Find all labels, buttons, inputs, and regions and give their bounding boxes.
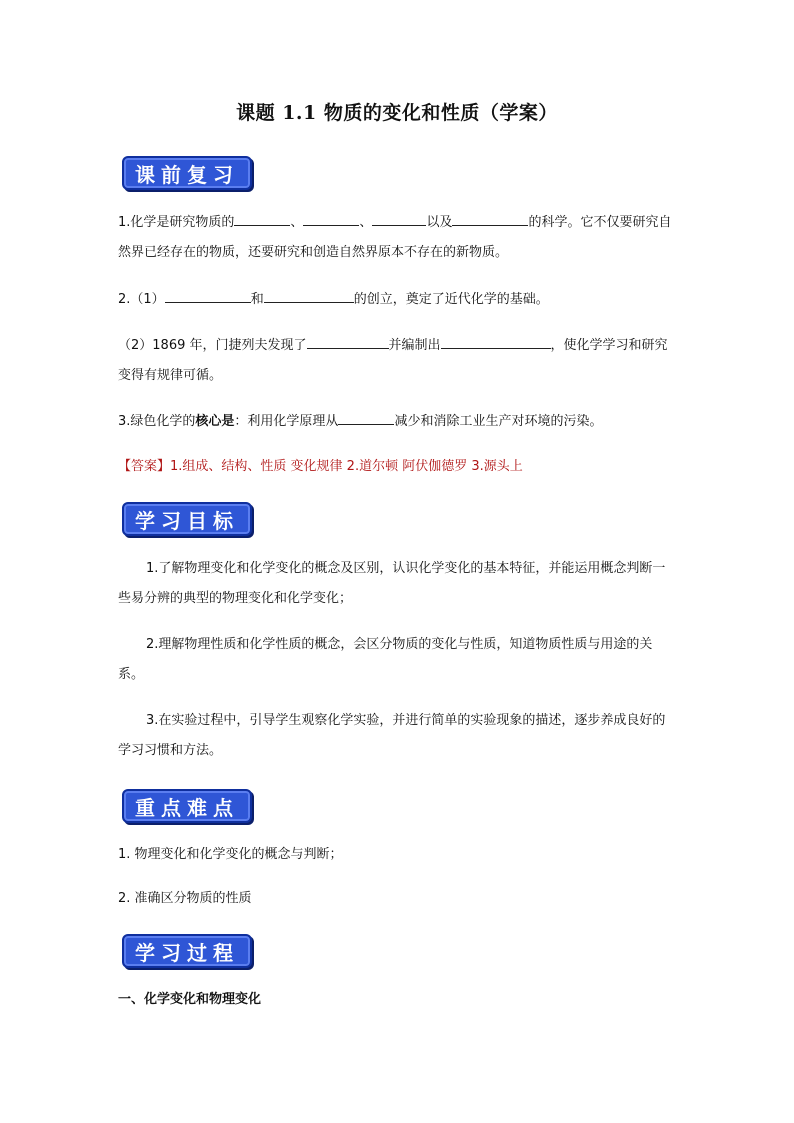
goal-item: 2.理解物理性质和化学性质的概念，会区分物质的变化与性质，知道物质性质与用途的关系。: [118, 637, 653, 682]
q3-text-bold: 核心是: [195, 414, 235, 429]
process-heading: 一、化学变化和物理变化: [118, 992, 262, 1007]
blank: [441, 333, 551, 349]
q2b-text-a: （2）1869 年，门捷列夫发现了: [118, 338, 307, 353]
answer-text: 【答案】1.组成、结构、性质 变化规律 2.道尔顿 阿伏伽德罗 3.源头上: [118, 459, 523, 474]
review-question-2-part2: [118, 331, 678, 391]
blank: [372, 210, 426, 226]
q3-text-a: 3.绿色化学的: [118, 414, 196, 429]
section-badge-goals: 学习目标: [122, 502, 252, 536]
keypoint-item: 2. 准确区分物质的性质: [118, 891, 252, 906]
section-badge-process: 学习过程: [122, 934, 252, 968]
q1-sep: 、: [359, 215, 373, 230]
blank: [234, 210, 290, 226]
section-badge-keypoints: 重点难点: [122, 789, 252, 823]
goal-item: 3.在实验过程中，引导学生观察化学实验，并进行简单的实验现象的描述，逐步养成良好的学习习惯和方法。: [118, 713, 666, 758]
keypoint-item: 1. 物理变化和化学变化的概念与判断；: [118, 847, 343, 862]
q1-text-a: 1.化学是研究物质的: [118, 215, 235, 230]
page-title: 课题 1.1 物质的变化和性质（学案）: [236, 102, 558, 124]
goal-item: 1.了解物理变化和化学变化的概念及区别，认识化学变化的基本特征，并能运用概念判断一些易分辨的典型的物理变化和化学变化；: [118, 561, 666, 606]
q3-text-c: 减少和消除工业生产对环境的污染。: [394, 414, 603, 429]
review-question-2: [118, 285, 678, 315]
review-question-1: [118, 208, 678, 268]
q2-text-b: 的创立，奠定了近代化学的基础。: [353, 292, 549, 307]
blank: [452, 210, 528, 226]
q2b-text-b: ，使化学学习和研究变得有规律可循。: [118, 338, 668, 383]
blank: [338, 409, 394, 425]
blank: [307, 333, 389, 349]
q2b-text-mid: 并编制出: [388, 338, 441, 353]
q1-sep: 、: [290, 215, 304, 230]
q2-text-he: 和: [250, 292, 264, 307]
q1-text-yiji: 以及: [426, 215, 453, 230]
blank: [264, 287, 354, 303]
blank: [165, 287, 251, 303]
review-question-3: [118, 407, 678, 437]
q3-text-b: ：利用化学原理从: [234, 414, 339, 429]
blank: [303, 210, 359, 226]
q1-text-b: 的科学。它不仅要研究自然界已经存在的物质，还要研究和创造自然界原本不存在的新物质。: [118, 215, 672, 260]
section-badge-review: 课前复习: [122, 156, 252, 190]
q2-text-a: 2.（1）: [118, 292, 165, 307]
